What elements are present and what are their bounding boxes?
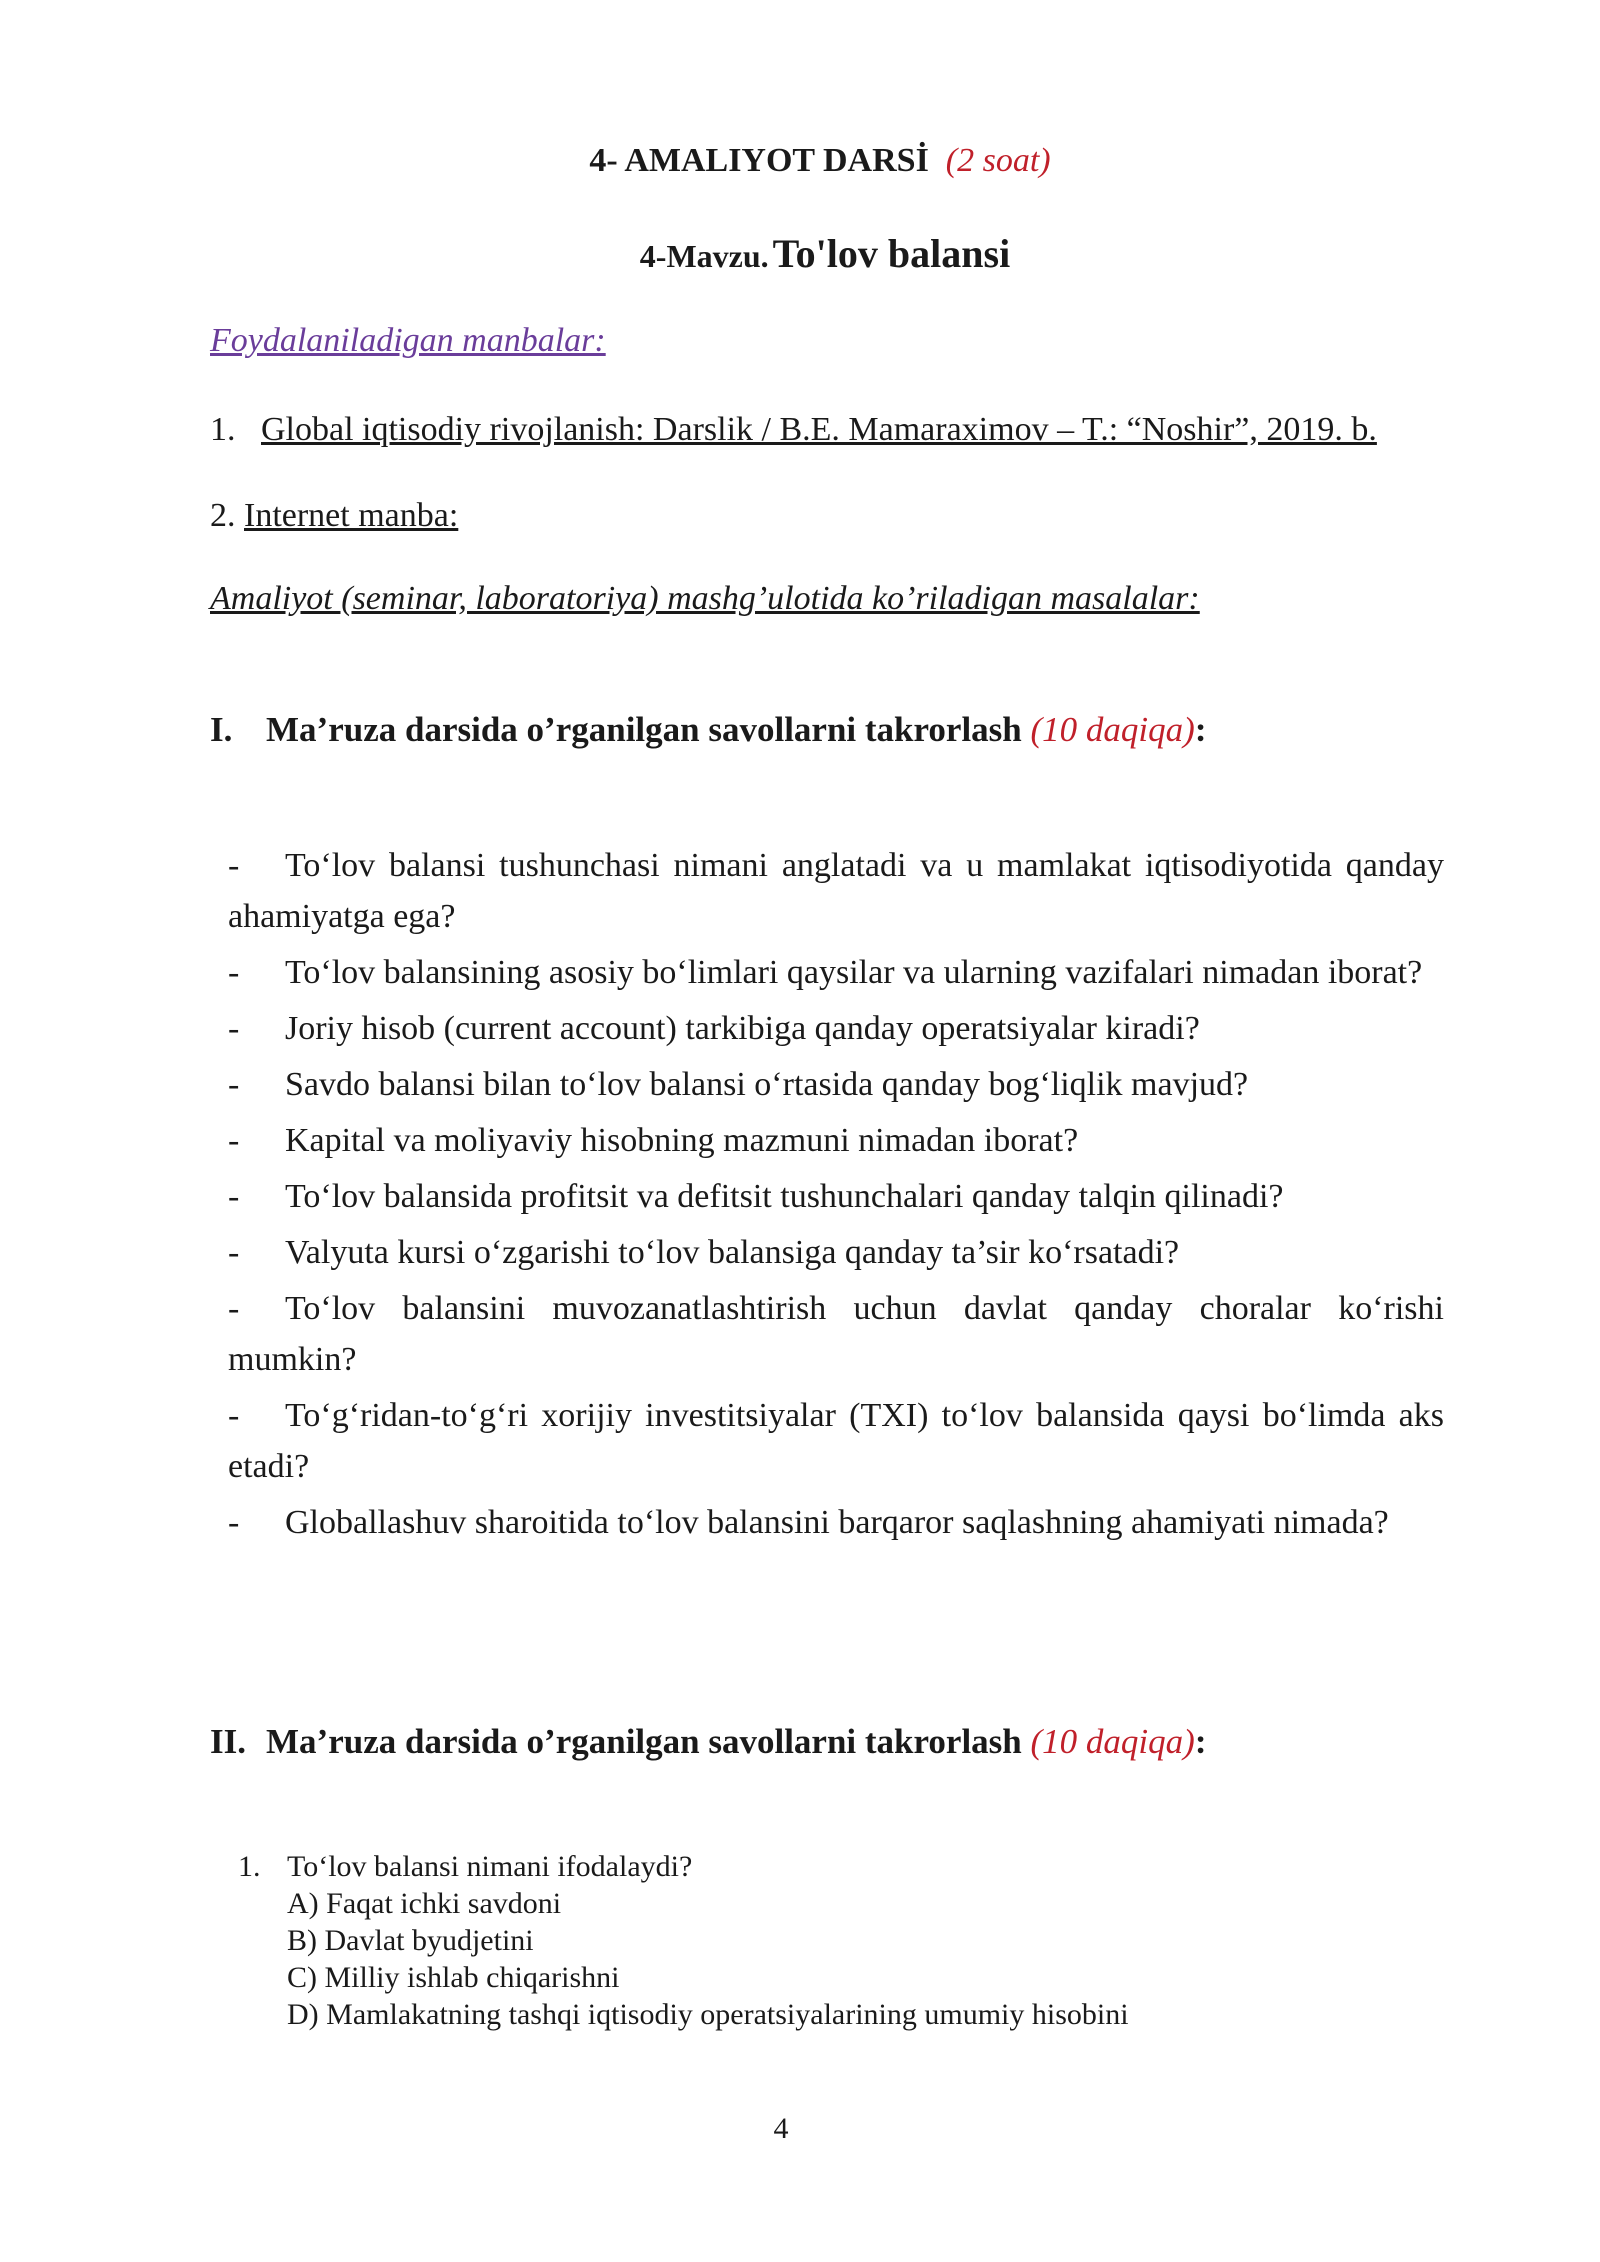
dash-bullet: - xyxy=(228,1290,240,1327)
dash-bullet: - xyxy=(228,954,240,991)
test-option-c: C) Milliy ishlab chiqarishni xyxy=(287,1961,620,1994)
dash-bullet: - xyxy=(228,847,240,884)
question-text: Joriy hisob (current account) tarkibiga qanday operatsiyalar kiradi? xyxy=(285,1010,1200,1047)
dash-bullet: - xyxy=(228,1504,240,1541)
source-item-2 xyxy=(210,494,458,537)
dash-bullet: - xyxy=(228,1397,240,1434)
source-item-text: Internet manba: xyxy=(244,497,459,534)
dash-bullet: - xyxy=(228,1066,240,1103)
issues-heading: Amaliyot (seminar, laboratoriya) mashg’ulotida ko’riladigan masalalar: xyxy=(210,580,1200,617)
lesson-hours: (2 soat) xyxy=(945,142,1051,179)
question-text: Kapital va moliyaviy hisobning mazmuni nimadan iborat? xyxy=(285,1122,1079,1159)
section-number: II. xyxy=(210,1722,246,1761)
list-item xyxy=(228,1497,1444,1548)
list-item xyxy=(228,1227,1444,1278)
question-text: To‘lov balansi tushunchasi nimani anglatadi va u mamlakat iqtisodiyotida qanday ahamiyatga ega? xyxy=(228,847,1444,935)
list-item xyxy=(228,1059,1444,1110)
source-item-text: Global iqtisodiy rivojlanish: Darslik / B.E. Mamaraximov – T.: “Noshir”, 2019. b. xyxy=(261,411,1377,448)
topic-heading xyxy=(0,230,1600,277)
page-number: 4 xyxy=(773,2112,789,2145)
lesson-title-text: 4- AMALIYOT DARSİ xyxy=(589,142,929,179)
source-item-1 xyxy=(210,408,1460,451)
test-option-b: B) Davlat byudjetini xyxy=(287,1924,534,1957)
sources-heading: Foydalaniladigan manbalar: xyxy=(210,322,606,359)
list-item xyxy=(228,1115,1444,1166)
section-title: Ma’ruza darsida o’rganilgan savollarni takrorlash xyxy=(266,1722,1022,1761)
question-text: Valyuta kursi o‘zgarishi to‘lov balansiga qanday ta’sir ko‘rsatadi? xyxy=(285,1234,1180,1271)
list-item xyxy=(228,1283,1444,1385)
question-text: To‘lov balansining asosiy bo‘limlari qaysilar va ularning vazifalari nimadan iborat? xyxy=(285,954,1423,991)
list-item xyxy=(228,1003,1444,1054)
section-time: (10 daqiqa) xyxy=(1030,1722,1195,1761)
test-option-a: A) Faqat ichki savdoni xyxy=(287,1887,562,1920)
test-question-text: To‘lov balansi nimani ifodalaydi? xyxy=(287,1850,693,1883)
source-item-number: 1. xyxy=(210,411,236,448)
dash-bullet: - xyxy=(228,1178,240,1215)
section-colon: : xyxy=(1194,1722,1207,1761)
section-number: I. xyxy=(210,710,233,749)
question-text: Savdo balansi bilan to‘lov balansi o‘rtasida qanday bog‘liqlik mavjud? xyxy=(285,1066,1249,1103)
list-item xyxy=(228,947,1444,998)
test-option-d: D) Mamlakatning tashqi iqtisodiy operatsiyalarining umumiy hisobini xyxy=(287,1998,1129,2031)
list-item xyxy=(228,840,1444,942)
section-colon: : xyxy=(1194,710,1207,749)
section-1-heading xyxy=(210,710,1206,750)
list-item xyxy=(228,1390,1444,1492)
list-item xyxy=(228,1171,1444,1222)
test-question-number: 1. xyxy=(238,1850,261,1883)
test-question xyxy=(238,1848,1129,2033)
dash-bullet: - xyxy=(228,1010,240,1047)
section-time: (10 daqiqa) xyxy=(1030,710,1195,749)
question-text: Globallashuv sharoitida to‘lov balansini barqaror saqlashning ahamiyati nimada? xyxy=(285,1504,1389,1541)
question-text: To‘g‘ridan-to‘g‘ri xorijiy investitsiyalar (TXI) to‘lov balansida qaysi bo‘limda aks etadi? xyxy=(228,1397,1444,1485)
source-item-number: 2. xyxy=(210,497,236,534)
section-2-heading xyxy=(210,1722,1206,1762)
question-text: To‘lov balansida profitsit va defitsit tushunchalari qanday talqin qilinadi? xyxy=(285,1178,1284,1215)
dash-bullet: - xyxy=(228,1122,240,1159)
dash-bullet: - xyxy=(228,1234,240,1271)
lesson-title xyxy=(0,142,1600,180)
section-title: Ma’ruza darsida o’rganilgan savollarni takrorlash xyxy=(266,710,1022,749)
test-question-line xyxy=(238,1848,1129,1885)
question-text: To‘lov balansini muvozanatlashtirish uchun davlat qanday choralar ko‘rishi mumkin? xyxy=(228,1290,1444,1378)
topic-prefix: 4-Mavzu. xyxy=(639,238,769,274)
review-question-list xyxy=(228,840,1444,1553)
topic-name: To'lov balansi xyxy=(772,231,1011,276)
